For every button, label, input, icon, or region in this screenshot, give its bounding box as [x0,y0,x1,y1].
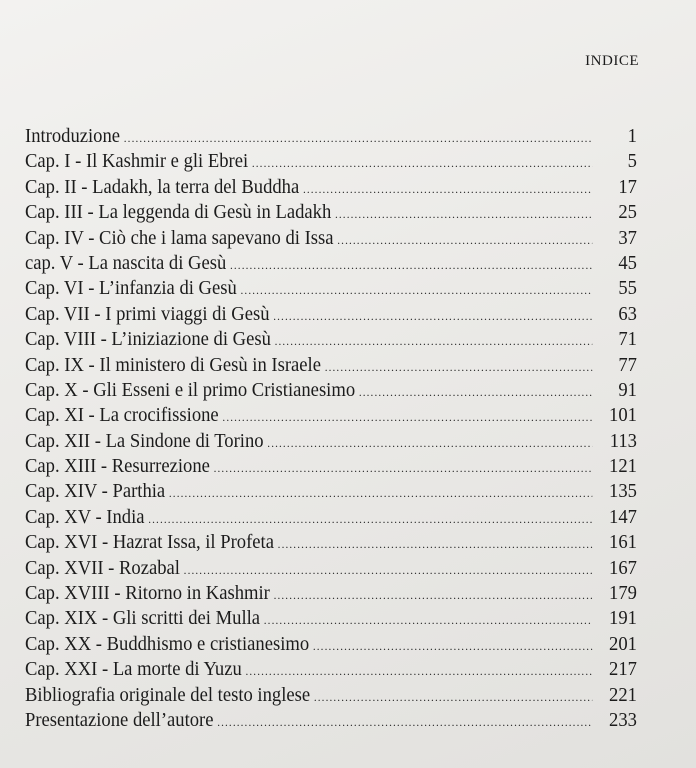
page-title: INDICE [585,53,639,69]
dot-leader [217,710,592,735]
toc-entry [25,530,637,555]
dot-leader [274,583,593,608]
toc-entry [25,505,637,530]
toc-entry-label: Cap. I - Il Kashmir e gli Ebrei [25,150,249,173]
toc-entry [25,302,637,327]
toc-entry [25,276,637,301]
toc-entry-label: Cap. III - La leggenda di Gesù in Ladakh [25,201,332,224]
toc-entry-label: Cap. XVIII - Ritorno in Kashmir [25,582,270,605]
dot-leader [359,380,592,405]
toc-entry-page: 77 [618,353,637,376]
toc-entry [25,708,637,733]
toc-entry-page: 147 [609,505,637,528]
toc-entry-label: Introduzione [25,125,121,147]
toc-entry [25,353,637,378]
toc-entry [25,606,637,631]
toc-entry [25,454,637,479]
toc-entry-page: 63 [618,302,637,325]
dot-leader [267,431,592,456]
dot-leader [241,278,593,303]
toc-entry-label: Cap. XVI - Hazrat Issa, il Profeta [25,531,274,554]
toc-entry-label: Cap. XII - La Sindone di Torino [25,429,264,452]
dot-leader [222,405,592,430]
toc-entry-label: Cap. X - Gli Esseni e il primo Cristianesimo [25,378,356,401]
dot-leader [314,685,592,710]
toc-entry-page: 37 [618,226,637,249]
dot-leader [124,126,593,151]
toc-entry [25,632,637,657]
dot-leader [325,355,593,380]
toc-entry-page: 25 [618,201,637,224]
toc-entry [25,200,637,225]
toc-entry-page: 121 [609,455,637,478]
toc-entry-page: 45 [618,251,637,274]
toc-entry-label: Cap. XX - Buddhismo e cristianesimo [25,632,310,655]
toc-entry-label: Cap. XIV - Parthia [25,480,166,503]
toc-entry-page: 179 [609,582,637,605]
toc-entry-page: 1 [627,125,637,147]
toc-entry [25,175,637,200]
toc-entry-page: 135 [609,480,637,503]
toc-entry-label: Cap. II - Ladakh, la terra del Buddha [25,175,300,198]
dot-leader [169,481,592,506]
toc-entry [25,251,637,276]
toc-entry-label: Cap. IX - Il ministero di Gesù in Israele [25,353,321,376]
toc-entry [25,403,637,428]
toc-entry-label: Cap. VII - I primi viaggi di Gesù [25,302,270,325]
dot-leader [230,253,592,278]
dot-leader [148,507,592,532]
toc-entry [25,378,637,403]
toc-entry-label: Cap. XIX - Gli scritti dei Mulla [25,607,261,630]
toc-entry [25,479,637,504]
dot-leader [335,202,592,227]
toc-entry-page: 161 [609,531,637,554]
toc-entry-page: 71 [618,328,637,351]
toc-entry-label: Cap. IV - Ciò che i lama sapevano di Issa [25,226,334,249]
dot-leader [275,329,593,354]
toc-entry [25,226,637,251]
toc-entry-label: Cap. VIII - L’iniziazione di Gesù [25,328,271,351]
toc-entry [25,149,637,174]
dot-leader [184,558,593,583]
toc-entry-page: 201 [609,632,637,655]
toc-entry-page: 101 [609,404,637,427]
dot-leader [273,304,592,329]
toc-entry-page: 55 [618,277,637,300]
toc-entry-page: 113 [609,429,637,452]
toc-entry [25,124,637,149]
toc-entry-label: Cap. XXI - La morte di Yuzu [25,658,242,681]
toc-entry-label: Bibliografia originale del testo inglese [25,683,311,706]
toc-entry-label: Cap. XI - La crocifissione [25,404,219,427]
dot-leader [245,659,592,684]
toc-entry-page: 5 [627,150,637,173]
dot-leader [303,177,592,202]
toc-entry-page: 217 [609,658,637,681]
toc-entry [25,657,637,682]
toc-entry-page: 91 [618,378,637,401]
toc-entry [25,327,637,352]
dot-leader [337,228,592,253]
toc-entry-label: Cap. XVII - Rozabal [25,556,180,579]
toc-entry [25,683,637,708]
dot-leader [214,456,593,481]
table-of-contents [25,124,637,733]
toc-entry [25,581,637,606]
toc-entry-label: Cap. VI - L’infanzia di Gesù [25,277,237,300]
toc-entry-page: 221 [609,683,637,706]
toc-entry-page: 233 [609,708,637,731]
dot-leader [252,151,592,176]
toc-entry-page: 167 [609,556,637,579]
dot-leader [264,608,593,633]
toc-entry-label: Cap. XIII - Resurrezione [25,455,210,478]
toc-entry [25,429,637,454]
toc-entry [25,556,637,581]
toc-entry-page: 17 [618,175,637,198]
dot-leader [313,634,592,659]
dot-leader [278,532,593,557]
toc-entry-label: Cap. XV - India [25,505,145,528]
toc-entry-label: cap. V - La nascita di Gesù [25,251,227,274]
toc-entry-page: 191 [609,607,637,630]
toc-entry-label: Presentazione dell’autore [25,708,214,731]
